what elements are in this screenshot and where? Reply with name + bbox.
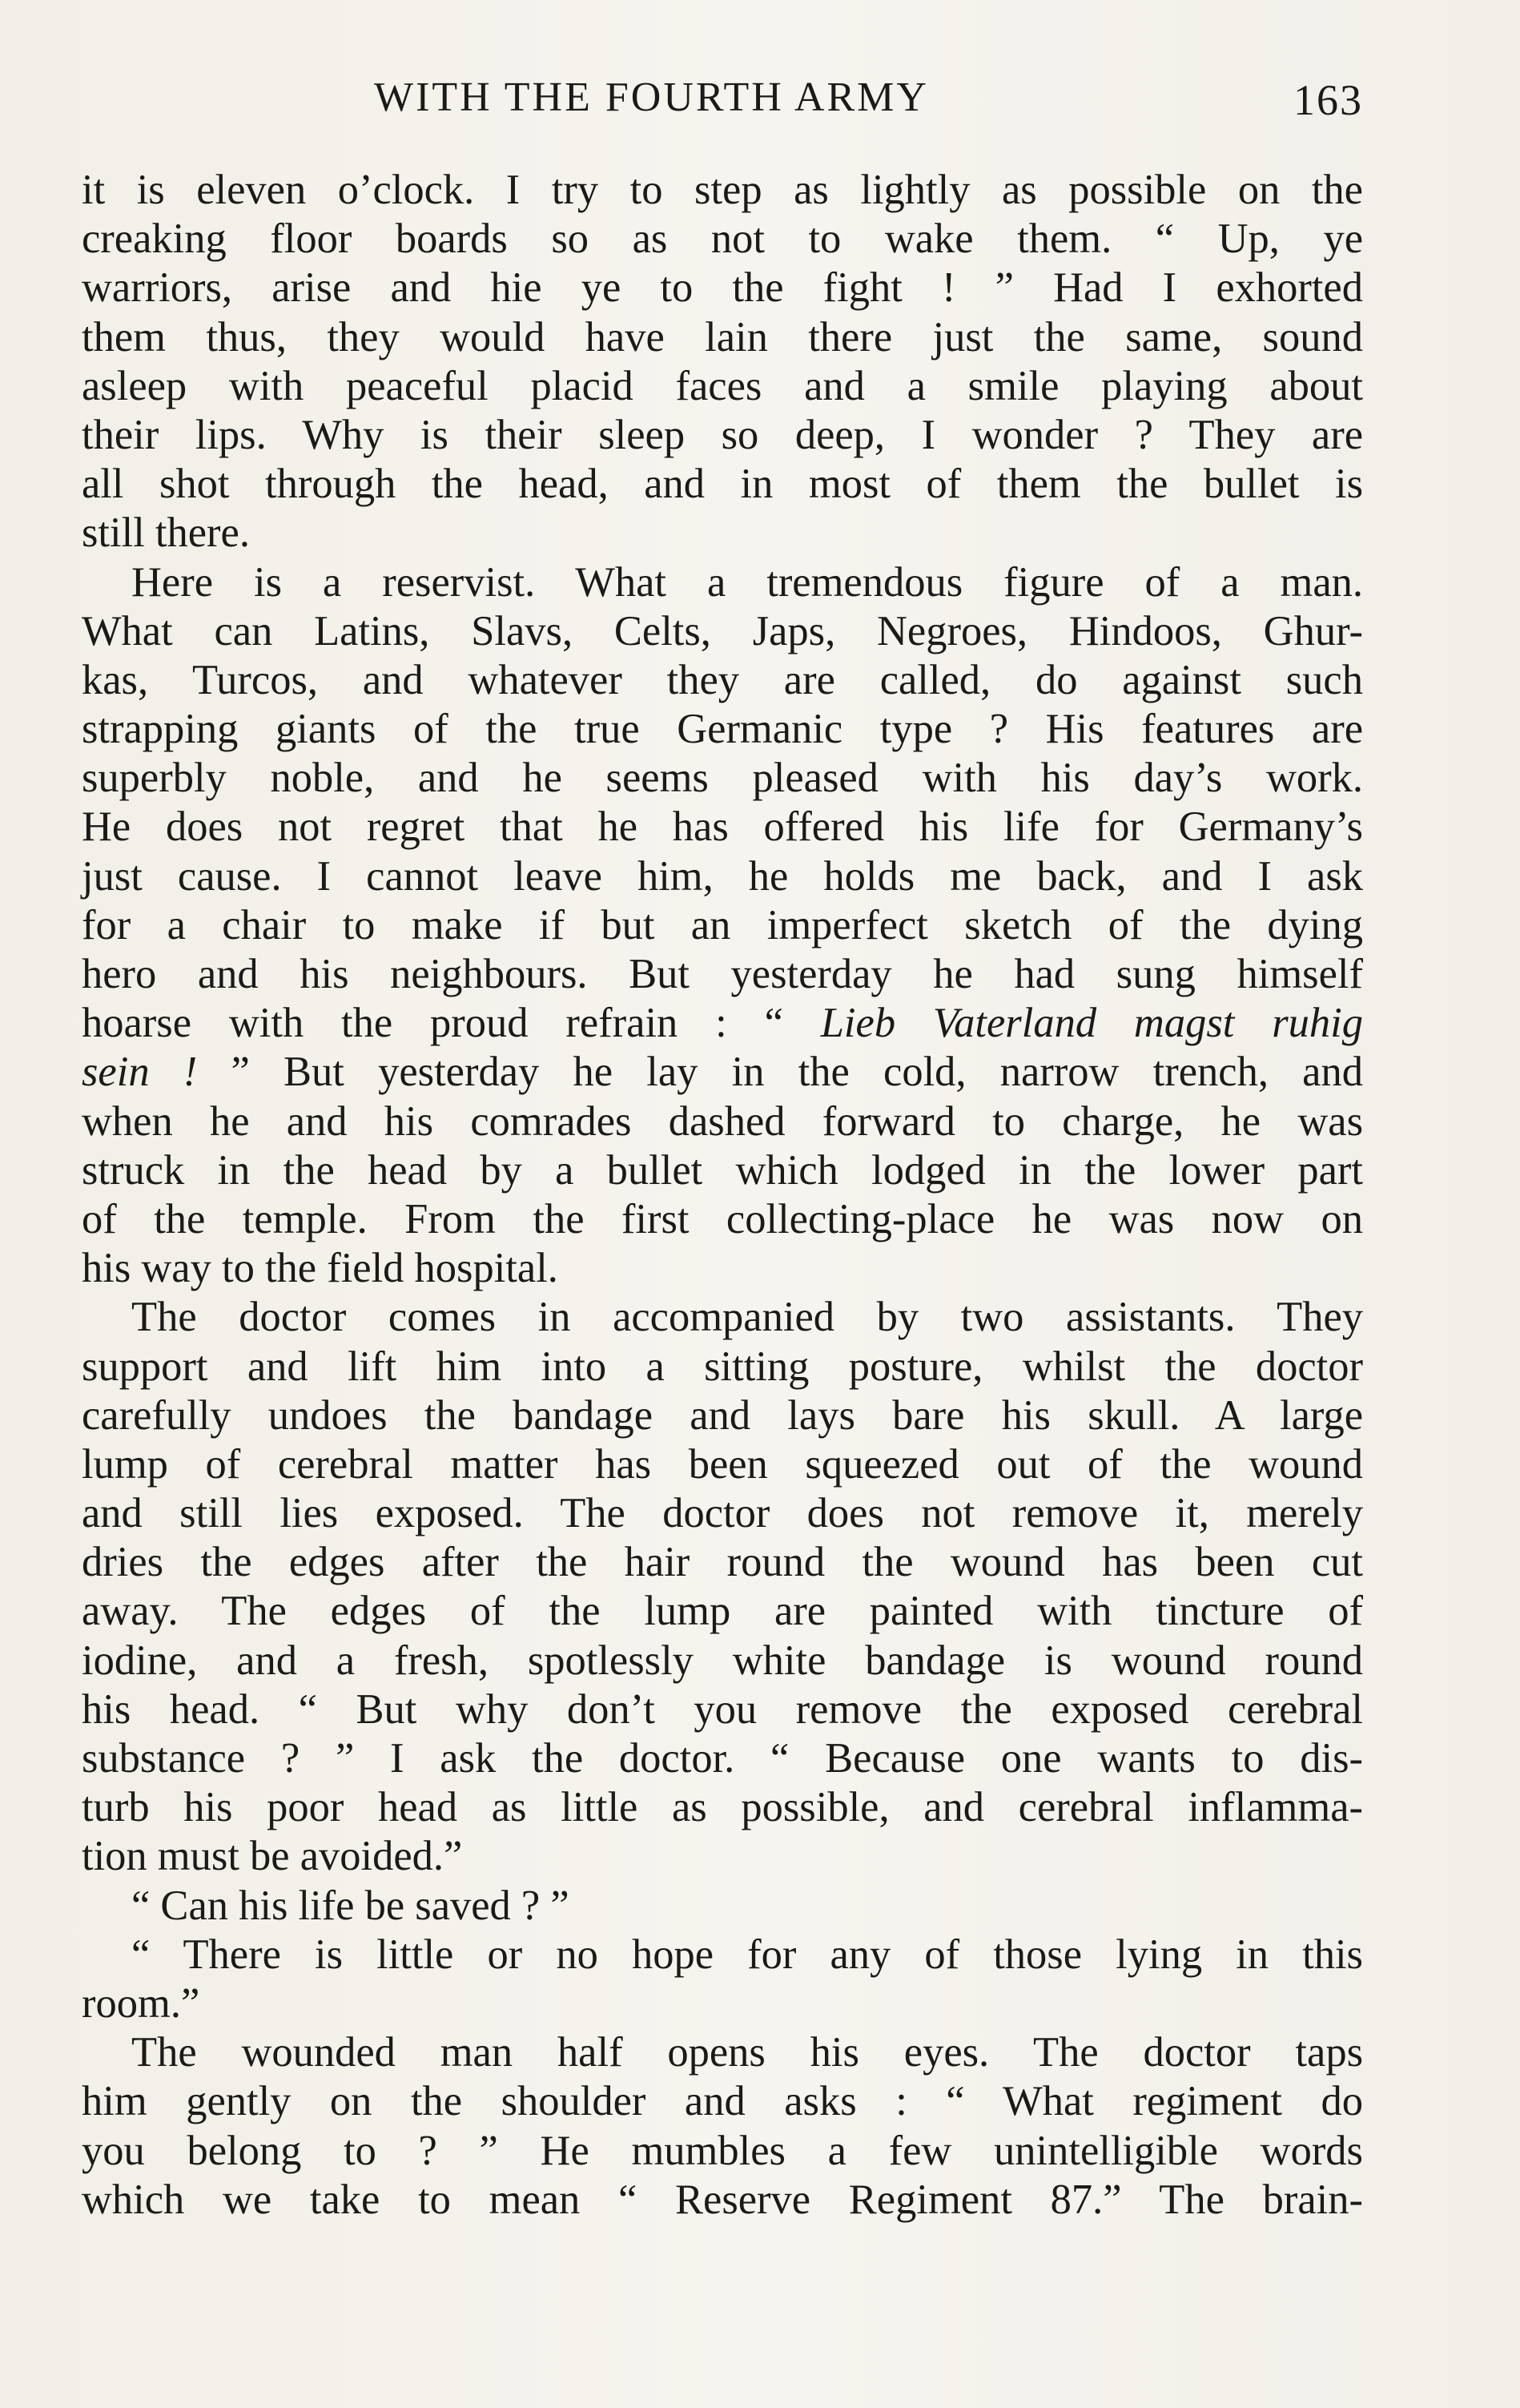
text-line: struck in the head by a bullet which lodged in the lower part [82,1146,1363,1194]
text-line: He does not regret that he has offered his life for Germany’s [82,803,1363,851]
text-line: room.” [82,1979,200,2027]
text-line: still there. [82,509,250,557]
text-line: kas, Turcos, and whatever they are called, do against such [82,656,1363,703]
text-line: his way to the field hospital. [82,1245,558,1292]
text-line: creaking floor boards so as not to wake them. “ Up, ye [82,215,1363,263]
text-line: just cause. I cannot leave him, he holds me back, and I ask [82,852,1363,900]
text-line: when he and his comrades dashed forward to charge, he was [82,1097,1363,1145]
text-line: “ Can his life be saved ? ” [131,1882,569,1929]
text-line: Here is a reservist. What a tremendous figure of a man. [131,558,1363,606]
text-line: iodine, and a fresh, spotlessly white bandage is wound round [82,1637,1363,1684]
text-line: dries the edges after the hair round the wound has been cut [82,1539,1363,1586]
text-segment: hoarse with the proud refrain : “ [82,1000,821,1047]
text-line: which we take to mean “ Reserve Regiment 87.” The brain- [82,2176,1363,2223]
text-line: carefully undoes the bandage and lays bare his skull. A large [82,1391,1363,1439]
text-line: away. The edges of the lump are painted with tincture of [82,1588,1363,1635]
text-line: and still lies exposed. The doctor does not remove it, merely [82,1490,1363,1537]
body-text [82,166,1363,2225]
text-line: all shot through the head, and in most of them the bullet is [82,461,1363,508]
text-line: warriors, arise and hie ye to the fight ! ” Had I exhorted [82,264,1363,312]
text-segment: ” But yesterday he lay in the cold, narrow trench, and [197,1049,1363,1096]
running-head: WITH THE FOURTH ARMY [374,74,929,120]
text-line: of the temple. From the first collecting-place he was now on [82,1195,1363,1242]
text-line: What can Latins, Slavs, Celts, Japs, Negroes, Hindoos, Ghur- [82,607,1363,654]
text-line: strapping giants of the true Germanic type ? His features are [82,706,1363,753]
text-line: their lips. Why is their sleep so deep, I wonder ? They are [82,411,1363,458]
text-line: him gently on the shoulder and asks : “ What regiment do [82,2078,1363,2125]
text-line: substance ? ” I ask the doctor. “ Because one wants to dis- [82,1735,1363,1782]
text-line [82,1048,1363,1097]
text-line: turb his poor head as little as possible, and cerebral inflamma- [82,1784,1363,1831]
text-line: it is eleven o’clock. I try to step as lightly as possible on the [82,167,1363,213]
text-line: lump of cerebral matter has been squeezed out of the wound [82,1440,1363,1488]
text-line: you belong to ? ” He mumbles a few unintelligible words [82,2127,1363,2174]
text-line: support and lift him into a sitting posture, whilst the doctor [82,1343,1363,1390]
text-line: his head. “ But why don’t you remove the exposed cerebral [82,1685,1363,1733]
text-line: tion must be avoided.” [82,1833,463,1880]
text-line [82,999,1363,1048]
text-line: hero and his neighbours. But yesterday he had sung himself [82,951,1363,997]
text-line: “ There is little or no hope for any of those lying in this [131,1931,1363,1978]
italic-quote: Lieb Vaterland magst ruhig [820,1000,1363,1047]
text-line: for a chair to make if but an imperfect sketch of the dying [82,901,1363,948]
text-line: The wounded man half opens his eyes. The doctor taps [131,2029,1363,2076]
page-number: 163 [1293,76,1363,124]
page-header [82,74,1363,138]
text-line: superbly noble, and he seems pleased with his day’s work. [82,755,1363,802]
text-line: asleep with peaceful placid faces and a smile playing about [82,362,1363,409]
italic-quote: sein ! [82,1049,198,1096]
text-line: The doctor comes in accompanied by two assistants. They [131,1294,1363,1341]
text-line: them thus, they would have lain there just the same, sound [82,313,1363,360]
